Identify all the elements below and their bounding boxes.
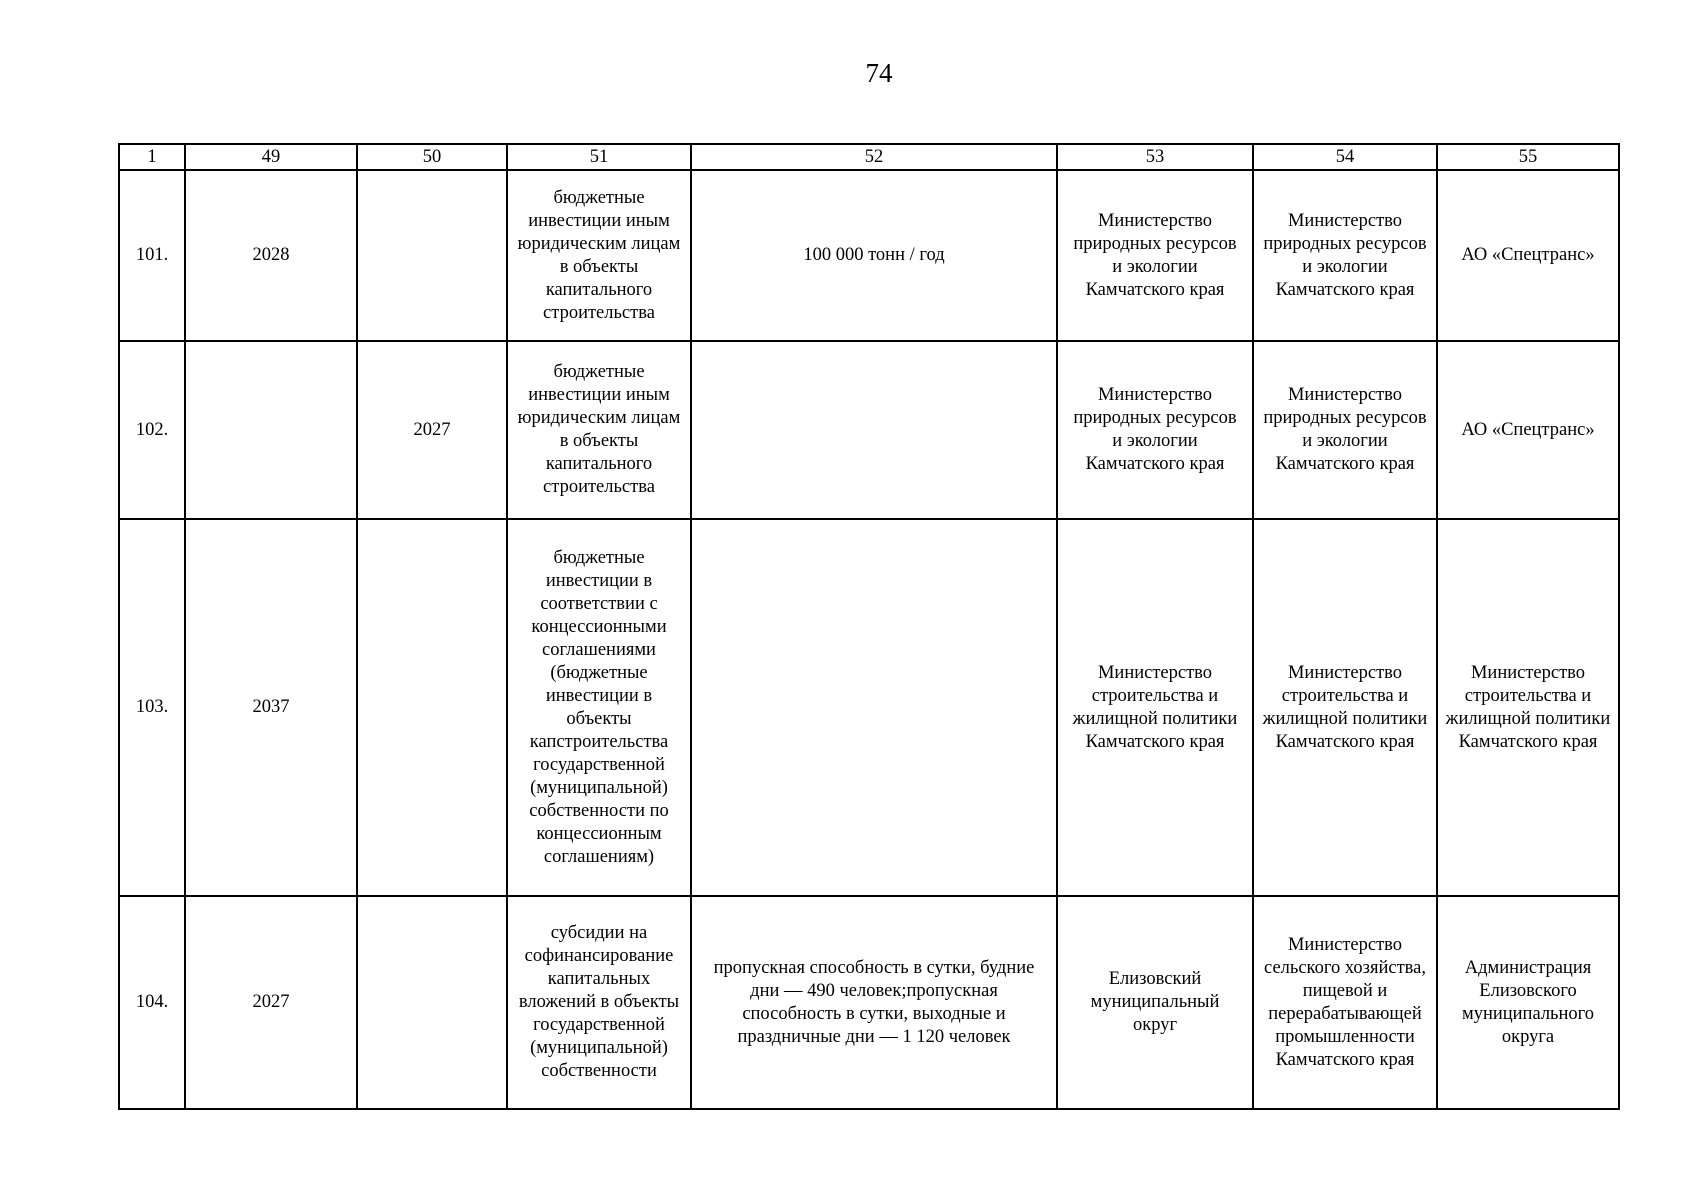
data-table xyxy=(118,143,1620,1110)
capacity-cell: пропускная способность в сутки, будние дни — 490 человек;пропускная способность в сутки, выходные и праздничные дни — 1 120 человек xyxy=(691,896,1057,1109)
column-header: 51 xyxy=(507,144,691,170)
customer-cell: Министерство природных ресурсов и экологии Камчатского края xyxy=(1057,341,1253,519)
column-header: 52 xyxy=(691,144,1057,170)
recipient-cell: Министерство строительства и жилищной политики Камчатского края xyxy=(1437,519,1619,896)
customer-cell: Министерство природных ресурсов и экологии Камчатского края xyxy=(1057,170,1253,341)
funding-type-cell: бюджетные инвестиции в соответствии с концессионными соглашениями (бюджетные инвестиции в объекты капстроительства государственной (муниципальной) собственности по концессионным соглашениям) xyxy=(507,519,691,896)
year-50-cell xyxy=(357,896,507,1109)
year-50-cell xyxy=(357,519,507,896)
funding-type-cell: субсидии на софинансирование капитальных вложений в объекты государственной (муниципальной) собственности xyxy=(507,896,691,1109)
year-49-cell xyxy=(185,341,357,519)
recipient-cell: Администрация Елизовского муниципального округа xyxy=(1437,896,1619,1109)
capacity-cell xyxy=(691,519,1057,896)
table-header-row xyxy=(119,144,1619,170)
row-number-cell: 102. xyxy=(119,341,185,519)
customer-cell: Елизовский муниципальный округ xyxy=(1057,896,1253,1109)
column-header: 54 xyxy=(1253,144,1437,170)
column-header: 53 xyxy=(1057,144,1253,170)
administrator-cell: Министерство строительства и жилищной политики Камчатского края xyxy=(1253,519,1437,896)
column-header: 49 xyxy=(185,144,357,170)
year-49-cell: 2037 xyxy=(185,519,357,896)
table-row xyxy=(119,341,1619,519)
page-number: 74 xyxy=(865,58,893,88)
year-49-cell: 2027 xyxy=(185,896,357,1109)
administrator-cell: Министерство природных ресурсов и экологии Камчатского края xyxy=(1253,170,1437,341)
row-number-cell: 104. xyxy=(119,896,185,1109)
administrator-cell: Министерство природных ресурсов и экологии Камчатского края xyxy=(1253,341,1437,519)
column-header: 50 xyxy=(357,144,507,170)
administrator-cell: Министерство сельского хозяйства, пищевой и перерабатывающей промышленности Камчатского края xyxy=(1253,896,1437,1109)
row-number-cell: 103. xyxy=(119,519,185,896)
table-row xyxy=(119,170,1619,341)
funding-type-cell: бюджетные инвестиции иным юридическим лицам в объекты капитального строительства xyxy=(507,170,691,341)
capacity-cell xyxy=(691,341,1057,519)
year-50-cell xyxy=(357,170,507,341)
year-49-cell: 2028 xyxy=(185,170,357,341)
funding-type-cell: бюджетные инвестиции иным юридическим лицам в объекты капитального строительства xyxy=(507,341,691,519)
capacity-cell: 100 000 тонн / год xyxy=(691,170,1057,341)
column-header: 55 xyxy=(1437,144,1619,170)
row-number-cell: 101. xyxy=(119,170,185,341)
table-row xyxy=(119,519,1619,896)
year-50-cell: 2027 xyxy=(357,341,507,519)
table-row xyxy=(119,896,1619,1109)
recipient-cell: АО «Спецтранс» xyxy=(1437,341,1619,519)
recipient-cell: АО «Спецтранс» xyxy=(1437,170,1619,341)
column-header: 1 xyxy=(119,144,185,170)
customer-cell: Министерство строительства и жилищной политики Камчатского края xyxy=(1057,519,1253,896)
